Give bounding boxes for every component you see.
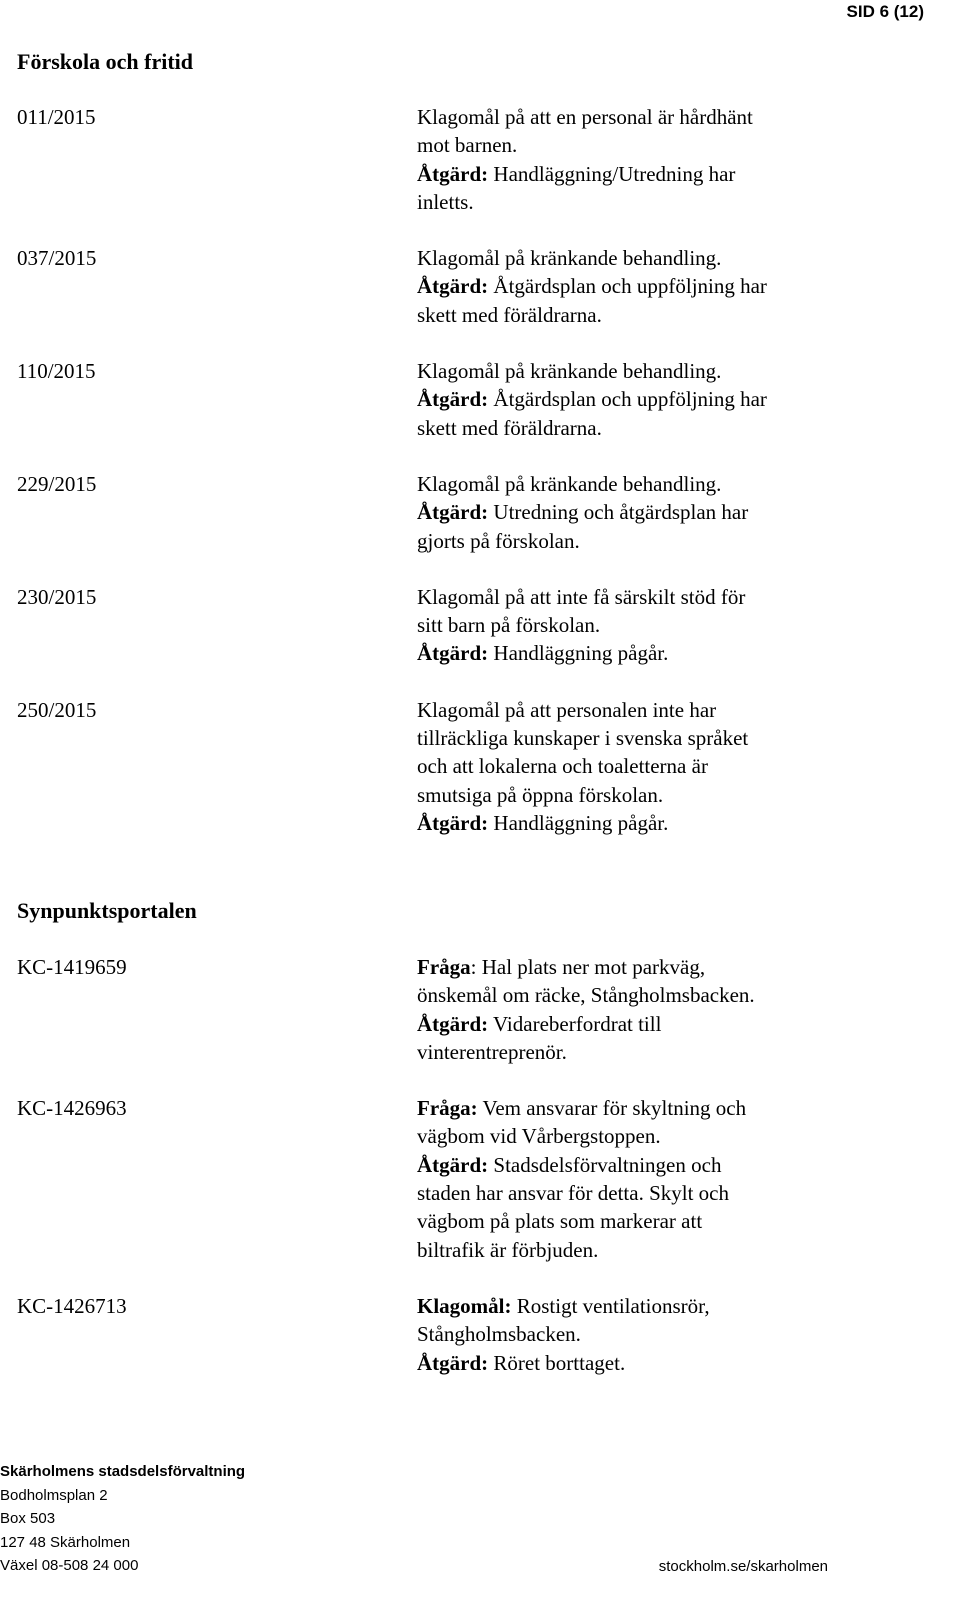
text-segment: skett med föräldrarna.: [417, 302, 602, 327]
description-line: [417, 953, 837, 981]
text-segment: vägbom på plats som markerar att: [417, 1209, 703, 1234]
description-line: [417, 1122, 837, 1150]
description-line: [417, 188, 837, 216]
text-segment: vinterentreprenör.: [417, 1039, 567, 1064]
case-description: [417, 357, 837, 442]
footer-address-line: Bodholmsplan 2: [0, 1486, 108, 1504]
description-line: [417, 1292, 837, 1320]
case-description: [417, 953, 837, 1066]
section-synpunktsportalen: [17, 897, 917, 1405]
footer-address-line: Box 503: [0, 1510, 56, 1527]
footer-address-line: 127 48 Skärholmen: [0, 1533, 131, 1551]
entry-list: [17, 953, 917, 1377]
case-description: [417, 1094, 837, 1264]
text-segment: staden har ansvar för detta. Skylt och: [417, 1181, 729, 1206]
description-line: [417, 160, 837, 188]
field-label: Åtgärd:: [417, 500, 489, 525]
description-line: [417, 131, 837, 159]
text-segment: Röret borttaget.: [488, 1350, 626, 1375]
field-label: Åtgärd:: [417, 274, 489, 299]
description-line: [417, 696, 837, 724]
footer-phone: Växel 08-508 24 000: [0, 1557, 139, 1574]
text-segment: Klagomål på kränkande behandling.: [417, 246, 722, 271]
description-line: [417, 527, 837, 555]
entry-row: [17, 244, 917, 329]
case-description: [417, 1292, 837, 1377]
entry-row: [17, 953, 917, 1066]
case-number: KC-1419659: [17, 955, 127, 979]
text-segment: Utredning och åtgärdsplan har: [488, 500, 749, 525]
text-segment: : Hal plats ner mot parkväg,: [470, 955, 706, 979]
text-segment: Handläggning pågår.: [488, 641, 669, 666]
footer-website-link[interactable]: stockholm.se/skarholmen: [658, 1558, 828, 1575]
description-line: [417, 1349, 837, 1377]
entry-row: [17, 470, 917, 555]
case-description: [417, 583, 837, 668]
entry-row: [17, 583, 917, 668]
case-number: 011/2015: [17, 105, 96, 129]
description-line: [417, 781, 837, 809]
field-label: Åtgärd:: [417, 161, 489, 186]
text-segment: gjorts på förskolan.: [417, 528, 580, 553]
case-description: [417, 103, 837, 216]
text-segment: tillräckliga kunskaper i svenska språket: [417, 726, 749, 751]
case-number: 037/2015: [17, 246, 97, 271]
entry-row: [17, 1292, 917, 1377]
description-line: [417, 498, 837, 526]
text-segment: Rostigt ventilationsrör,: [511, 1293, 710, 1318]
description-line: [417, 470, 837, 498]
description-line: [417, 724, 837, 752]
section-forskola-och-fritid: [17, 48, 917, 865]
field-label: Åtgärd:: [417, 1011, 489, 1036]
description-line: [417, 1151, 837, 1179]
field-label: Fråga: [417, 955, 471, 979]
text-segment: Klagomål på kränkande behandling.: [417, 471, 722, 496]
description-line: [417, 1179, 837, 1207]
case-number: 250/2015: [17, 697, 97, 722]
description-line: [417, 809, 837, 837]
description-line: [417, 583, 837, 611]
field-label: Åtgärd:: [417, 1152, 489, 1177]
field-label: Klagomål:: [417, 1293, 512, 1318]
field-label: Fråga:: [417, 1096, 478, 1121]
footer-organization: Skärholmens stadsdelsförvaltning: [0, 1463, 246, 1480]
entry-list: [17, 103, 917, 837]
text-segment: mot barnen.: [417, 133, 518, 158]
section-title: Synpunktsportalen: [17, 898, 197, 923]
text-segment: Vem ansvarar för skyltning och: [477, 1096, 747, 1121]
description-line: [417, 103, 837, 131]
text-segment: Klagomål på kränkande behandling.: [417, 359, 722, 384]
case-description: [417, 244, 837, 329]
case-number: KC-1426963: [17, 1096, 127, 1121]
text-segment: inletts.: [417, 189, 474, 214]
field-label: Åtgärd:: [417, 1350, 489, 1375]
section-title: Förskola och fritid: [17, 49, 193, 74]
text-segment: Handläggning pågår.: [488, 810, 669, 835]
case-number: KC-1426713: [17, 1293, 127, 1318]
description-line: [417, 1094, 837, 1122]
text-segment: önskemål om räcke, Stångholmsbacken.: [417, 983, 755, 1008]
case-number: 110/2015: [17, 359, 96, 384]
footer: [0, 1460, 960, 1578]
entry-row: [17, 357, 917, 442]
description-line: [417, 1010, 837, 1038]
description-line: [417, 639, 837, 667]
field-label: Åtgärd:: [417, 387, 489, 412]
entry-row: [17, 696, 917, 837]
description-line: [417, 357, 837, 385]
text-segment: Klagomål på att en personal är hårdhänt: [417, 105, 753, 129]
description-line: [417, 1207, 837, 1235]
text-segment: och att lokalerna och toaletterna är: [417, 754, 708, 779]
text-segment: skett med föräldrarna.: [417, 415, 602, 440]
case-description: [417, 696, 837, 837]
case-number: 230/2015: [17, 584, 97, 609]
description-line: [417, 1236, 837, 1264]
case-description: [417, 470, 837, 555]
description-line: [417, 272, 837, 300]
page-number: SID 6 (12): [846, 2, 924, 21]
case-number: 229/2015: [17, 471, 97, 496]
entry-row: [17, 1094, 917, 1264]
text-segment: Vidareberfordrat till: [488, 1011, 662, 1036]
text-segment: vägbom vid Vårbergstoppen.: [417, 1124, 661, 1149]
description-line: [417, 244, 837, 272]
field-label: Åtgärd:: [417, 810, 489, 835]
description-line: [417, 385, 837, 413]
text-segment: biltrafik är förbjuden.: [417, 1237, 599, 1262]
description-line: [417, 301, 837, 329]
description-line: [417, 1320, 837, 1348]
text-segment: Handläggning/Utredning har: [488, 161, 736, 186]
description-line: [417, 752, 837, 780]
field-label: Åtgärd:: [417, 641, 489, 666]
description-line: [417, 414, 837, 442]
description-line: [417, 611, 837, 639]
text-segment: Klagomål på att personalen inte har: [417, 697, 717, 722]
entry-row: [17, 103, 917, 216]
text-segment: Åtgärdsplan och uppföljning har: [488, 274, 767, 299]
description-line: [417, 981, 837, 1009]
text-segment: Stadsdelsförvaltningen och: [488, 1152, 722, 1177]
text-segment: sitt barn på förskolan.: [417, 613, 601, 638]
text-segment: smutsiga på öppna förskolan.: [417, 782, 664, 807]
text-segment: Klagomål på att inte få särskilt stöd för: [417, 584, 746, 609]
text-segment: Stångholmsbacken.: [417, 1322, 581, 1347]
text-segment: Åtgärdsplan och uppföljning har: [488, 387, 767, 412]
description-line: [417, 1038, 837, 1066]
